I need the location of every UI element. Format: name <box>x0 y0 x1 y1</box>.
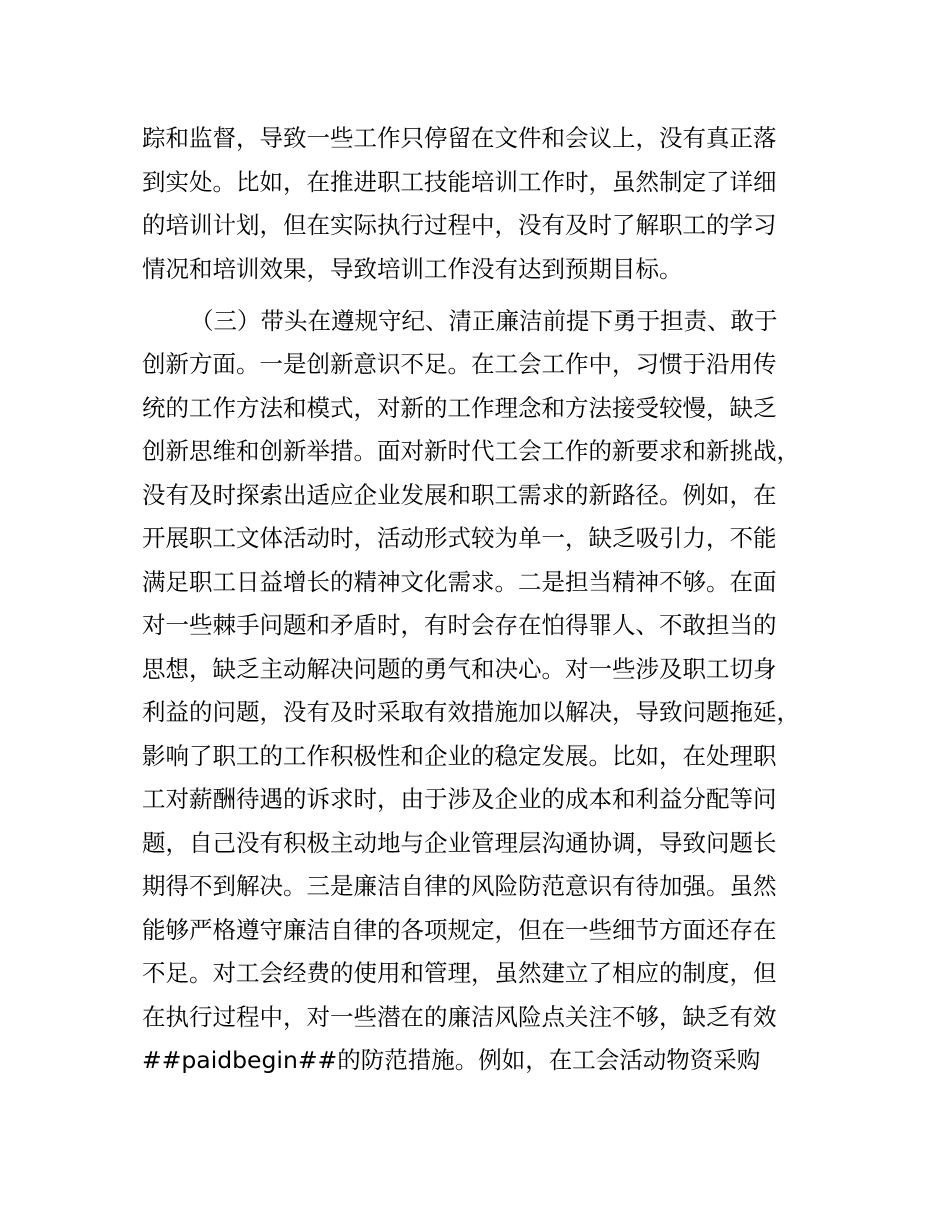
text-line-6: 创新方面。一是创新意识不足。在工会工作中，习惯于沿用传 <box>142 350 777 378</box>
text-line-2: 到实处。比如，在推进职工技能培训工作时，虽然制定了详细 <box>142 168 777 196</box>
text-line-4: 情况和培训效果，导致培训工作没有达到预期目标。 <box>142 255 683 283</box>
text-line-19: 能够严格遵守廉洁自律的各项规定，但在一些细节方面还存在 <box>142 916 777 944</box>
text-line-13: 思想，缺乏主动解决问题的勇气和决心。对一些涉及职工切身 <box>142 655 777 683</box>
text-line-17: 题，自己没有积极主动地与企业管理层沟通协调，导致问题长 <box>142 829 777 857</box>
text-line-22: ##paidbegin##的防范措施。例如，在工会活动物资采购 <box>142 1046 761 1074</box>
text-line-7: 统的工作方法和模式，对新的工作理念和方法接受较慢，缺乏 <box>142 394 777 422</box>
text-line-8: 创新思维和创新举措。面对新时代工会工作的新要求和新挑战， <box>142 437 800 465</box>
text-line-3: 的培训计划，但在实际执行过程中，没有及时了解职工的学习 <box>142 211 777 239</box>
text-line-15: 影响了职工的工作积极性和企业的稳定发展。比如，在处理职 <box>142 742 777 770</box>
text-line-18: 期得不到解决。三是廉洁自律的风险防范意识有待加强。虽然 <box>142 872 777 900</box>
text-line-9: 没有及时探索出适应企业发展和职工需求的新路径。例如，在 <box>142 481 777 509</box>
text-line-14: 利益的问题，没有及时采取有效措施加以解决，导致问题拖延， <box>142 698 800 726</box>
text-line-10: 开展职工文体活动时，活动形式较为单一，缺乏吸引力，不能 <box>142 524 777 552</box>
text-line-16: 工对薪酬待遇的诉求时，由于涉及企业的成本和利益分配等问 <box>142 785 777 813</box>
text-line-21: 在执行过程中，对一些潜在的廉洁风险点关注不够，缺乏有效 <box>142 1003 777 1031</box>
text-line-5: （三）带头在遵规守纪、清正廉洁前提下勇于担责、敢于 <box>190 307 778 335</box>
text-line-11: 满足职工日益增长的精神文化需求。二是担当精神不够。在面 <box>142 568 777 596</box>
text-line-1: 踪和监督，导致一些工作只停留在文件和会议上，没有真正落 <box>142 124 777 152</box>
text-line-12: 对一些棘手问题和矛盾时，有时会存在怕得罪人、不敢担当的 <box>142 611 777 639</box>
text-line-20: 不足。对工会经费的使用和管理，虽然建立了相应的制度，但 <box>142 959 777 987</box>
